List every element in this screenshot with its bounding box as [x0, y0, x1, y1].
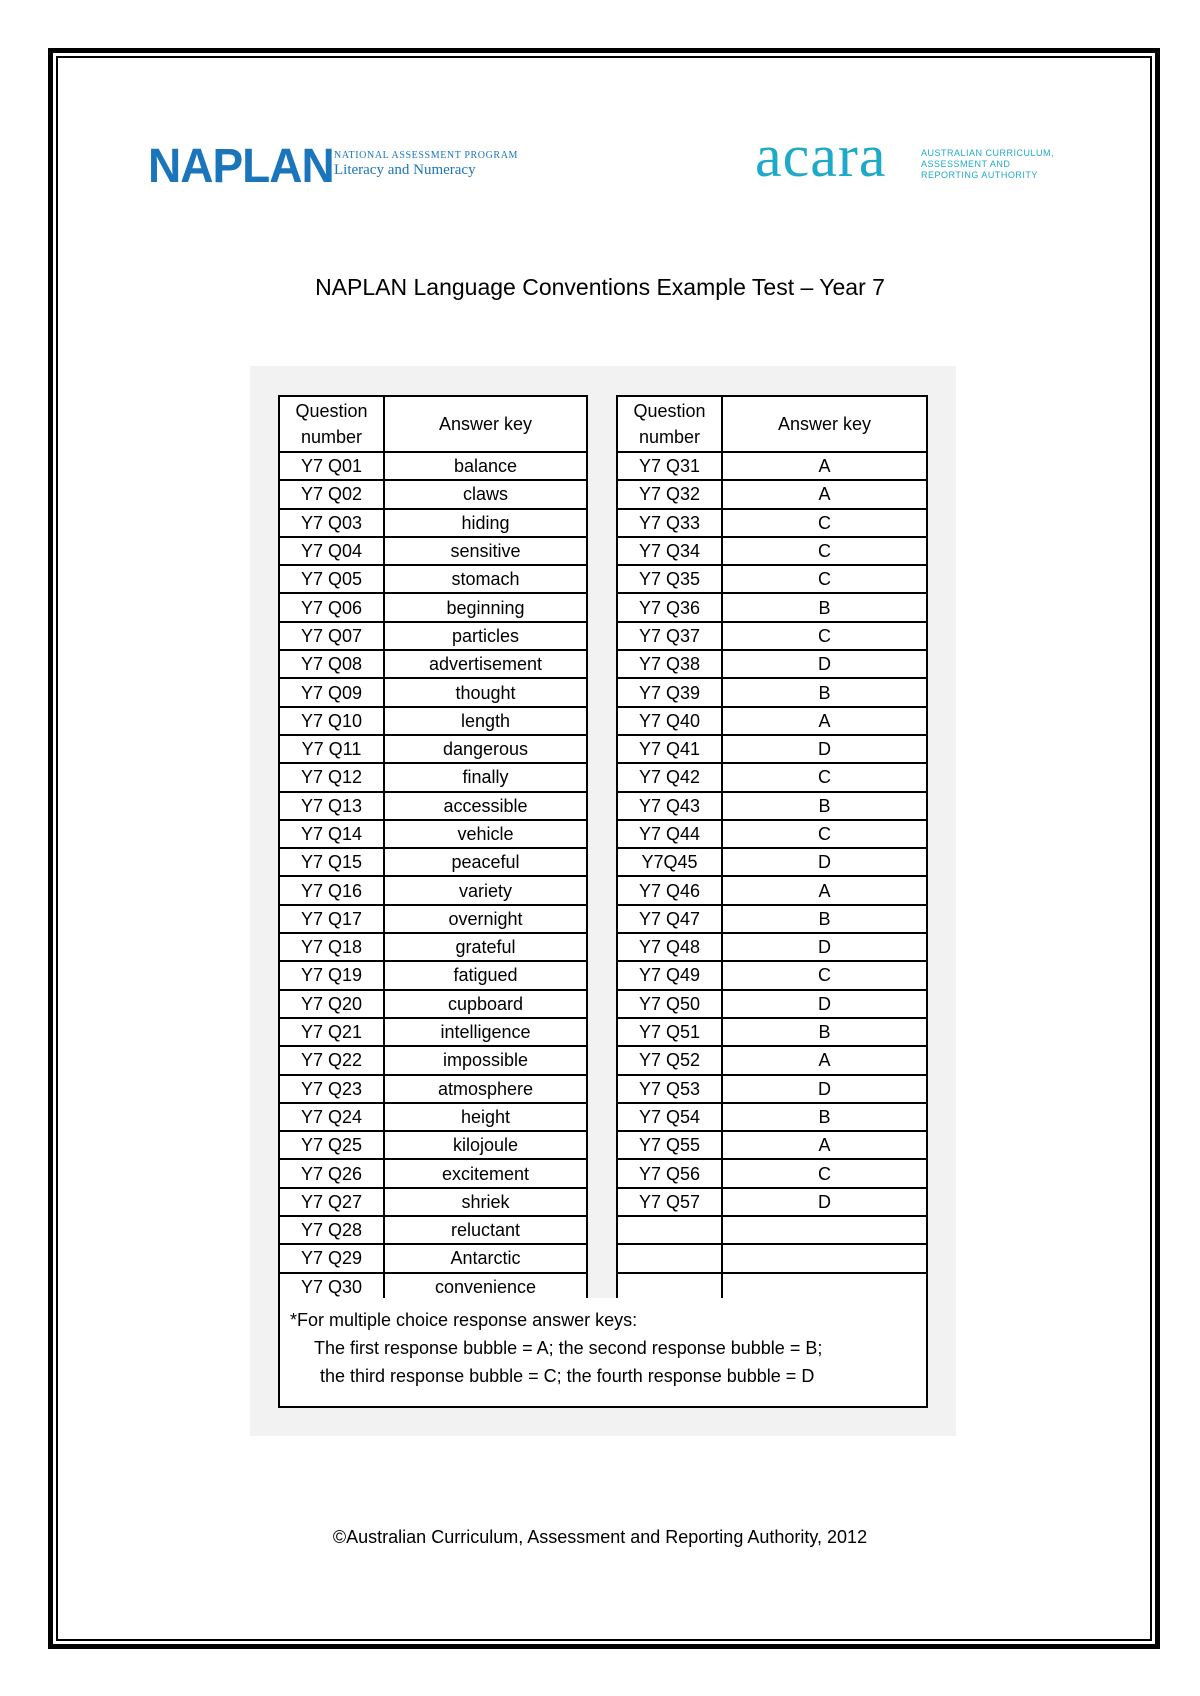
question-number-cell: Y7 Q54	[617, 1103, 722, 1131]
question-number-cell	[617, 1216, 722, 1244]
answer-key-table-right	[616, 395, 928, 1302]
answer-cell: A	[722, 1046, 927, 1074]
table-row	[617, 735, 927, 763]
answer-cell: hiding	[384, 509, 587, 537]
table-row	[279, 593, 587, 621]
question-number-cell: Y7 Q43	[617, 792, 722, 820]
table-row	[279, 1216, 587, 1244]
table-row	[617, 1131, 927, 1159]
table-row	[617, 650, 927, 678]
answer-cell: vehicle	[384, 820, 587, 848]
table-row	[279, 1075, 587, 1103]
question-number-cell: Y7 Q57	[617, 1188, 722, 1216]
table-row	[279, 537, 587, 565]
question-number-cell: Y7 Q26	[279, 1159, 384, 1187]
table-row	[279, 1103, 587, 1131]
table-row	[279, 509, 587, 537]
question-number-cell: Y7 Q39	[617, 678, 722, 706]
question-number-cell: Y7 Q36	[617, 593, 722, 621]
table-row	[617, 792, 927, 820]
answer-cell: C	[722, 565, 927, 593]
answer-cell: B	[722, 593, 927, 621]
question-number-cell: Y7 Q46	[617, 876, 722, 904]
naplan-logo-subtitle	[334, 150, 518, 178]
table-row	[617, 1046, 927, 1074]
answer-cell: C	[722, 961, 927, 989]
answer-cell: B	[722, 1018, 927, 1046]
answer-cell: cupboard	[384, 990, 587, 1018]
answer-cell: D	[722, 933, 927, 961]
question-number-cell: Y7 Q15	[279, 848, 384, 876]
answer-cell: beginning	[384, 593, 587, 621]
answer-key-header: Answer key	[384, 396, 587, 452]
table-row	[279, 1131, 587, 1159]
answer-cell: C	[722, 509, 927, 537]
answer-cell: D	[722, 735, 927, 763]
table-row	[617, 876, 927, 904]
table-row	[279, 678, 587, 706]
table-row	[617, 1018, 927, 1046]
table-row	[617, 905, 927, 933]
note-line-3: the third response bubble = C; the fourth response bubble = D	[320, 1366, 815, 1386]
page-title: NAPLAN Language Conventions Example Test – Year 7	[315, 274, 885, 300]
table-row	[279, 735, 587, 763]
naplan-logo-line1: NATIONAL ASSESSMENT PROGRAM	[334, 150, 519, 161]
copyright-footer: ©Australian Curriculum, Assessment and Reporting Authority, 2012	[332, 1527, 868, 1547]
question-number-cell: Y7 Q08	[279, 650, 384, 678]
naplan-logo-line2: Literacy and Numeracy	[334, 162, 476, 178]
question-number-cell	[617, 1244, 722, 1272]
table-row	[279, 480, 587, 508]
question-number-cell: Y7 Q50	[617, 990, 722, 1018]
acara-logo-line3: REPORTING AUTHORITY	[921, 170, 1038, 180]
table-row	[617, 763, 927, 791]
table-row	[617, 961, 927, 989]
answer-cell: intelligence	[384, 1018, 587, 1046]
table-row	[617, 848, 927, 876]
question-number-header: Question number	[617, 396, 722, 452]
answer-cell: B	[722, 1103, 927, 1131]
table-row	[279, 1046, 587, 1074]
answer-cell: D	[722, 650, 927, 678]
question-number-cell: Y7 Q02	[279, 480, 384, 508]
answer-cell: convenience	[384, 1273, 587, 1301]
table-row	[279, 622, 587, 650]
table-row	[617, 1216, 927, 1244]
question-number-cell: Y7 Q34	[617, 537, 722, 565]
table-row	[617, 452, 927, 480]
acara-logo-subtitle	[921, 148, 1054, 181]
table-row	[279, 905, 587, 933]
question-number-cell: Y7 Q32	[617, 480, 722, 508]
answer-key-table-left	[278, 395, 588, 1302]
naplan-logo-word: NAPLAN	[148, 137, 334, 193]
table-row	[279, 1244, 587, 1272]
question-number-cell: Y7 Q27	[279, 1188, 384, 1216]
question-number-cell: Y7 Q17	[279, 905, 384, 933]
answer-cell: thought	[384, 678, 587, 706]
table-row	[279, 848, 587, 876]
table-row	[617, 1244, 927, 1272]
answer-cell: A	[722, 707, 927, 735]
answer-cell: length	[384, 707, 587, 735]
answer-cell: grateful	[384, 933, 587, 961]
note-line-1: *For multiple choice response answer keys:	[290, 1310, 638, 1330]
table-header-row	[617, 396, 927, 452]
question-number-cell: Y7 Q30	[279, 1273, 384, 1301]
question-number-cell: Y7 Q20	[279, 990, 384, 1018]
question-number-cell: Y7 Q24	[279, 1103, 384, 1131]
question-number-cell: Y7 Q05	[279, 565, 384, 593]
question-number-cell: Y7 Q40	[617, 707, 722, 735]
answer-cell: C	[722, 537, 927, 565]
question-number-cell: Y7 Q56	[617, 1159, 722, 1187]
answer-key-header: Answer key	[722, 396, 927, 452]
table-row	[617, 593, 927, 621]
question-number-cell: Y7 Q37	[617, 622, 722, 650]
answer-cell: finally	[384, 763, 587, 791]
question-number-cell: Y7 Q55	[617, 1131, 722, 1159]
table-row	[617, 565, 927, 593]
answer-cell: C	[722, 763, 927, 791]
question-number-cell: Y7 Q33	[617, 509, 722, 537]
answer-cell: B	[722, 905, 927, 933]
question-number-cell: Y7 Q14	[279, 820, 384, 848]
answer-cell: claws	[384, 480, 587, 508]
acara-logo-word: acara	[755, 123, 887, 189]
question-number-cell: Y7 Q21	[279, 1018, 384, 1046]
table-row	[617, 537, 927, 565]
table-row	[279, 792, 587, 820]
table-row	[279, 565, 587, 593]
answer-cell: C	[722, 820, 927, 848]
answer-cell: B	[722, 792, 927, 820]
question-number-cell: Y7 Q38	[617, 650, 722, 678]
answer-cell: dangerous	[384, 735, 587, 763]
question-number-cell: Y7 Q12	[279, 763, 384, 791]
question-number-cell: Y7 Q53	[617, 1075, 722, 1103]
answer-cell: peaceful	[384, 848, 587, 876]
table-row	[279, 707, 587, 735]
table-row	[617, 1103, 927, 1131]
question-number-cell: Y7 Q52	[617, 1046, 722, 1074]
answer-cell: particles	[384, 622, 587, 650]
question-number-cell: Y7 Q28	[279, 1216, 384, 1244]
note-line-2: The first response bubble = A; the second response bubble = B;	[314, 1338, 823, 1358]
question-number-cell: Y7 Q48	[617, 933, 722, 961]
question-number-cell: Y7 Q09	[279, 678, 384, 706]
table-row	[279, 650, 587, 678]
question-number-cell: Y7 Q10	[279, 707, 384, 735]
table-row	[279, 1018, 587, 1046]
answer-cell: B	[722, 678, 927, 706]
answer-cell: D	[722, 990, 927, 1018]
answer-cell: advertisement	[384, 650, 587, 678]
table-row	[279, 1273, 587, 1301]
question-number-cell: Y7 Q47	[617, 905, 722, 933]
answer-key-right-body	[617, 452, 927, 1301]
table-row	[617, 1075, 927, 1103]
table-row	[617, 707, 927, 735]
answer-cell: overnight	[384, 905, 587, 933]
answer-cell: reluctant	[384, 1216, 587, 1244]
question-number-cell: Y7 Q16	[279, 876, 384, 904]
table-row	[279, 876, 587, 904]
answer-cell: kilojoule	[384, 1131, 587, 1159]
question-number-cell: Y7 Q03	[279, 509, 384, 537]
table-row	[279, 933, 587, 961]
answer-cell: variety	[384, 876, 587, 904]
table-row	[279, 1159, 587, 1187]
question-number-cell: Y7 Q04	[279, 537, 384, 565]
answer-cell: atmosphere	[384, 1075, 587, 1103]
question-number-header: Question number	[279, 396, 384, 452]
table-row	[617, 1273, 927, 1301]
answer-cell: stomach	[384, 565, 587, 593]
answer-cell: D	[722, 848, 927, 876]
answer-cell: C	[722, 622, 927, 650]
question-number-cell: Y7 Q18	[279, 933, 384, 961]
table-row	[279, 452, 587, 480]
question-number-cell: Y7 Q35	[617, 565, 722, 593]
table-row	[617, 678, 927, 706]
question-number-cell: Y7 Q11	[279, 735, 384, 763]
answer-cell: fatigued	[384, 961, 587, 989]
table-row	[617, 1159, 927, 1187]
answer-cell: shriek	[384, 1188, 587, 1216]
question-number-cell: Y7 Q07	[279, 622, 384, 650]
answer-cell: A	[722, 480, 927, 508]
question-number-cell: Y7 Q41	[617, 735, 722, 763]
answer-cell: excitement	[384, 1159, 587, 1187]
question-number-cell: Y7 Q25	[279, 1131, 384, 1159]
table-row	[279, 961, 587, 989]
table-row	[279, 990, 587, 1018]
question-number-cell: Y7 Q44	[617, 820, 722, 848]
table-row	[279, 1188, 587, 1216]
answer-cell	[722, 1273, 927, 1301]
table-row	[617, 933, 927, 961]
answer-cell: Antarctic	[384, 1244, 587, 1272]
answer-key-left-body	[279, 452, 587, 1301]
table-row	[617, 480, 927, 508]
answer-cell: sensitive	[384, 537, 587, 565]
answer-cell: A	[722, 452, 927, 480]
acara-logo-line2: ASSESSMENT AND	[921, 159, 1011, 169]
question-number-cell: Y7Q45	[617, 848, 722, 876]
answer-cell	[722, 1244, 927, 1272]
multiple-choice-note	[278, 1298, 928, 1408]
answer-cell: D	[722, 1075, 927, 1103]
answer-cell: A	[722, 1131, 927, 1159]
question-number-cell: Y7 Q13	[279, 792, 384, 820]
answer-cell: A	[722, 876, 927, 904]
answer-cell: height	[384, 1103, 587, 1131]
answer-cell: balance	[384, 452, 587, 480]
question-number-cell: Y7 Q23	[279, 1075, 384, 1103]
table-row	[279, 763, 587, 791]
question-number-cell: Y7 Q51	[617, 1018, 722, 1046]
table-row	[617, 820, 927, 848]
table-row	[279, 820, 587, 848]
table-row	[617, 990, 927, 1018]
answer-cell: impossible	[384, 1046, 587, 1074]
question-number-cell: Y7 Q06	[279, 593, 384, 621]
answer-cell: C	[722, 1159, 927, 1187]
question-number-cell: Y7 Q19	[279, 961, 384, 989]
table-row	[617, 1188, 927, 1216]
answer-cell: accessible	[384, 792, 587, 820]
question-number-cell: Y7 Q49	[617, 961, 722, 989]
question-number-cell: Y7 Q31	[617, 452, 722, 480]
table-row	[617, 509, 927, 537]
table-row	[617, 622, 927, 650]
answer-cell: D	[722, 1188, 927, 1216]
question-number-cell: Y7 Q01	[279, 452, 384, 480]
question-number-cell	[617, 1273, 722, 1301]
answer-cell	[722, 1216, 927, 1244]
acara-logo-line1: AUSTRALIAN CURRICULUM,	[921, 148, 1055, 158]
table-header-row	[279, 396, 587, 452]
question-number-cell: Y7 Q29	[279, 1244, 384, 1272]
question-number-cell: Y7 Q22	[279, 1046, 384, 1074]
question-number-cell: Y7 Q42	[617, 763, 722, 791]
